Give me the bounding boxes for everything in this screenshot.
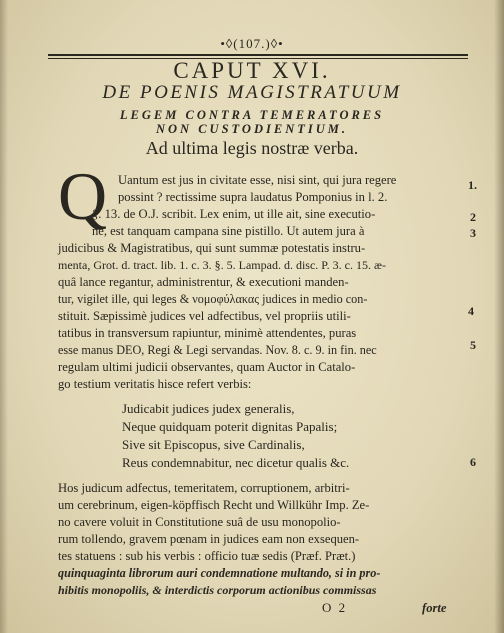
text-line: regulam ultimi judicii observantes, quam Auctor in Catalo- (58, 360, 356, 374)
margin-number: 2 (470, 210, 476, 224)
text-line: possint ? rectissime supra laudatus Pomponius in l. 2. (118, 190, 388, 204)
page-number: •◊(107.)◊• (220, 36, 284, 51)
drop-cap: Q (58, 158, 108, 234)
text-line: um cerebrinum, eigen-köpffisch Recht und Willkühr Imp. Ze- (58, 498, 370, 512)
text-line: no cavere voluit in Constitutione suâ de usu monopolio- (58, 515, 341, 529)
text-line: ne, est tanquam campana sine pistillo. Ut autem jura à (92, 224, 365, 238)
text-line: stituit. Sæpissimè judices vel adfectibus, vel propriis utili- (58, 309, 351, 323)
verse-line: Neque quidquam poterit dignitas Papalis; (122, 419, 338, 434)
text-line: §. 13. de O.J. scribit. Lex enim, ut ille ait, sine executio- (92, 207, 376, 221)
signature-mark: O 2 (322, 600, 348, 615)
margin-number: 4 (468, 304, 474, 318)
chapter-subheading-2: NON CUSTODIENTIUM. (156, 122, 348, 136)
chapter-heading: DE POENIS MAGISTRATUUM (102, 82, 402, 103)
margin-number: 1. (468, 178, 477, 192)
verse-line: Reus condemnabitur, nec dicetur qualis &c. (122, 455, 350, 470)
text-line: tur, vigilet ille, qui leges & νομοφύλακας judices in medio con- (58, 292, 368, 306)
text-line: hibitis monopoliis, & interdictis corporum actionibus commissas (58, 583, 377, 597)
text-line: tes statuens : sub his verbis : officio tuæ sedis (Præf. Præt.) (58, 549, 356, 563)
text-line: esse manus DEO, Regi & Legi servandas. Nov. 8. c. 9. in fin. nec (58, 343, 377, 357)
margin-number: 3 (470, 226, 476, 240)
catchword: forte (422, 601, 447, 615)
text-line: tatibus in transversum rapiuntur, minimè attendentes, puras (58, 326, 357, 340)
text-line: rum tollendo, gravem pœnam in judices eam non exsequen- (58, 532, 360, 546)
chapter-subheading-1: LEGEM CONTRA TEMERATORES (119, 108, 385, 122)
margin-number: 5 (470, 338, 476, 352)
verse-line: Sive sit Episcopus, sive Cardinalis, (122, 437, 305, 452)
text-line: judicibus & Magistratibus, qui sunt summæ potestatis instru- (58, 241, 366, 255)
text-line: Hos judicum adfectus, temeritatem, corruptionem, arbitri- (58, 481, 350, 495)
text-line: menta, Grot. d. tract. lib. 1. c. 3. §. 5. Lampad. d. disc. P. 3. c. 15. æ- (58, 258, 386, 272)
text-line: Uantum est jus in civitate esse, nisi sint, qui jura regere (118, 173, 397, 187)
margin-number: 6 (470, 455, 476, 469)
chapter-intro: Ad ultima legis nostræ verba. (145, 138, 359, 158)
verse-line: Judicabit judices judex generalis, (122, 401, 295, 416)
text-line: quâ lance regantur, administrentur, & executioni manden- (58, 275, 349, 289)
text-line: go testium veritatis hisce refert verbis: (58, 377, 252, 391)
chapter-title: CAPUT XVI. (173, 58, 331, 83)
text-line: quinquaginta librorum auri condemnatione multando, si in pro- (58, 566, 381, 580)
